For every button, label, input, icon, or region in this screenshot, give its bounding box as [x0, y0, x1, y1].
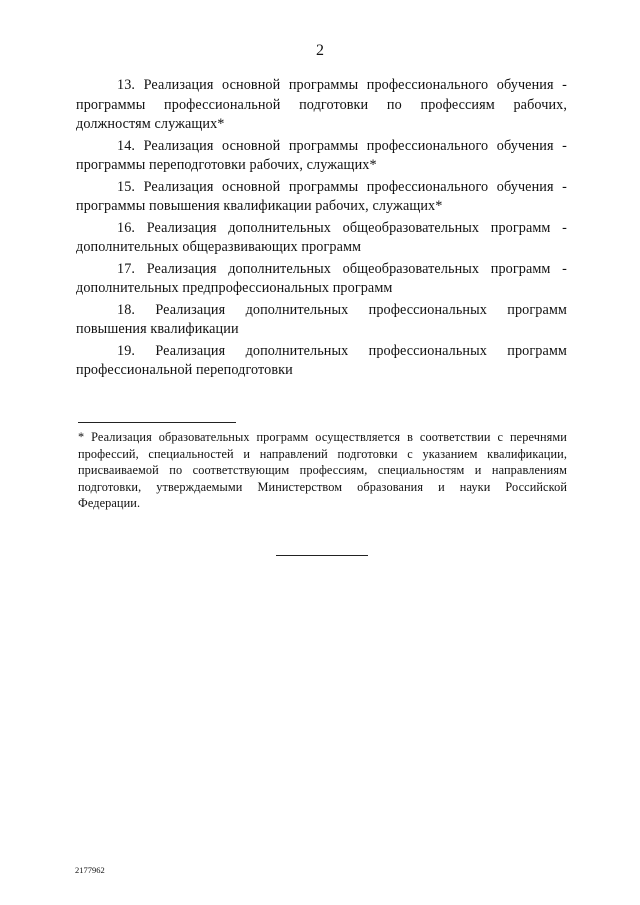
- footnote-line: Федерации.: [78, 496, 141, 511]
- footnote: [78, 429, 567, 512]
- list-item-19: [76, 342, 567, 381]
- list-item-14: [76, 137, 567, 176]
- item-line: 14. Реализация основной программы профессионального обучения -: [117, 137, 567, 154]
- item-line: 13. Реализация основной программы профессионального обучения -: [117, 77, 567, 93]
- item-line: 15. Реализация основной программы профессионального обучения -: [117, 178, 567, 195]
- item-line: дополнительных общеразвивающих программ: [76, 239, 362, 255]
- program-list: [76, 76, 567, 383]
- item-line: профессиональной переподготовки: [76, 362, 293, 378]
- item-line: программы переподготовки рабочих, служащих*: [76, 157, 377, 173]
- item-line: 18. Реализация дополнительных профессиональных программ: [117, 301, 567, 318]
- item-line: 16. Реализация дополнительных общеобразовательных программ -: [117, 219, 567, 236]
- item-line: программы профессиональной подготовки по профессиям рабочих,: [76, 96, 567, 113]
- list-item-15: [76, 178, 567, 217]
- document-number: 2177962: [75, 865, 105, 875]
- footnote-divider: [78, 422, 236, 423]
- item-line: 19. Реализация дополнительных профессиональных программ: [117, 342, 567, 359]
- list-item-16: [76, 219, 567, 258]
- list-item-18: [76, 301, 567, 340]
- item-line: должностям служащих*: [76, 116, 225, 132]
- item-line: повышения квалификации: [76, 321, 239, 337]
- footnote-line: * Реализация образовательных программ осуществляется в соответствии с перечнями: [78, 430, 567, 444]
- page-number: 2: [316, 42, 324, 59]
- item-line: дополнительных предпрофессиональных программ: [76, 280, 393, 296]
- list-item-17: [76, 260, 567, 299]
- footnote-line: подготовки, утверждаемыми Министерством образования и науки Российской: [78, 479, 567, 494]
- list-item-13: [76, 76, 567, 135]
- footnote-line: профессий, специальностей и направлений подготовки с указанием квалификации,: [78, 446, 567, 461]
- item-line: 17. Реализация дополнительных общеобразовательных программ -: [117, 260, 567, 277]
- item-line: программы повышения квалификации рабочих, служащих*: [76, 198, 443, 214]
- footnote-line: присваиваемой по соответствующим профессиям, специальностям и направлениям: [78, 463, 567, 478]
- end-divider: [276, 555, 368, 556]
